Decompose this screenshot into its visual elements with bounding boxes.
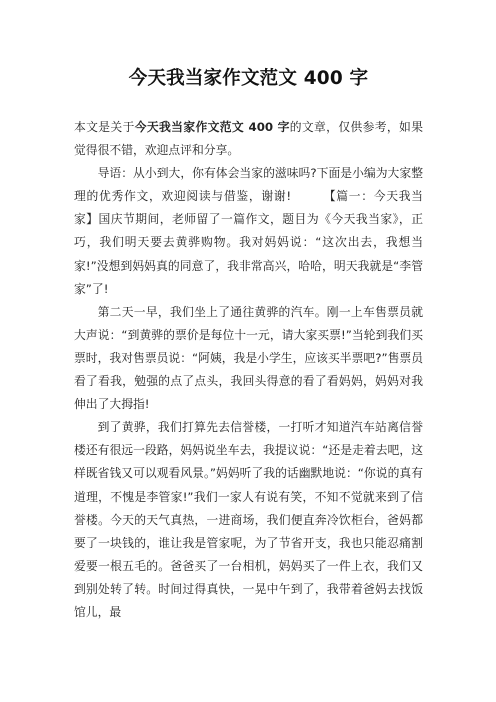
guide-body: 国庆节期间，老师留了一篇作文，题目为《今天我当家》，正巧，我们明天要去黄骅购物。我对妈妈说：“这次出去，我想当家!”没想到妈妈真的同意了，我非常高兴，哈哈，明天我就是“李管家”了! <box>74 212 423 296</box>
section-heading: 【篇一：今天我当家】 <box>74 189 423 227</box>
intro-paragraph <box>74 116 423 162</box>
intro-keyword: 今天我当家作文范文 400 字 <box>134 120 290 134</box>
body-paragraph-2: 到了黄骅，我们打算先去信誉楼，一打听才知道汽车站离信誉楼还有很远一段路，妈妈说坐车去，我提议说：“还是走着去吧，这样既省钱又可以观看风景。”妈妈听了我的话幽默地说：“你说的真有道理，不愧是李管家!”我们一家人有说有笑，不知不觉就来到了信誉楼。今天的天气真热，一进商场，我们便直奔冷饮柜台，爸妈都要了一块钱的，谁让我是管家呢，为了节省开支，我也只能忍痛割爱要一根五毛的。爸爸买了一台相机，妈妈买了一件上衣，我们又到别处转了转。时间过得真快，一晃中午到了，我带着爸妈去找饭馆儿，最 <box>74 420 423 619</box>
document-title: 今天我当家作文范文 400 字 <box>128 68 369 89</box>
guide-paragraph <box>74 162 423 301</box>
intro-rest: 的文章，仅供参考，如果觉得很不错，欢迎点评和分享。 <box>74 120 423 158</box>
body-paragraph-1: 第二天一早，我们坐上了通往黄骅的汽车。刚一上车售票员就大声说：“到黄骅的票价是每位十一元，请大家买票!”当轮到我们买票时，我对售票员说：“阿姨，我是小学生，应该买半票吧?”售票员看了看我，勉强的点了点头，我回头得意的看了看妈妈，妈妈对我伸出了大拇指! <box>74 304 423 412</box>
intro-lead: 本文是关于 <box>74 120 135 134</box>
document-body <box>74 116 423 624</box>
guide-text: 导语：从小到大，你有体会当家的滋味吗?下面是小编为大家整理的优秀作文，欢迎阅读与借鉴，谢谢! <box>74 166 423 204</box>
